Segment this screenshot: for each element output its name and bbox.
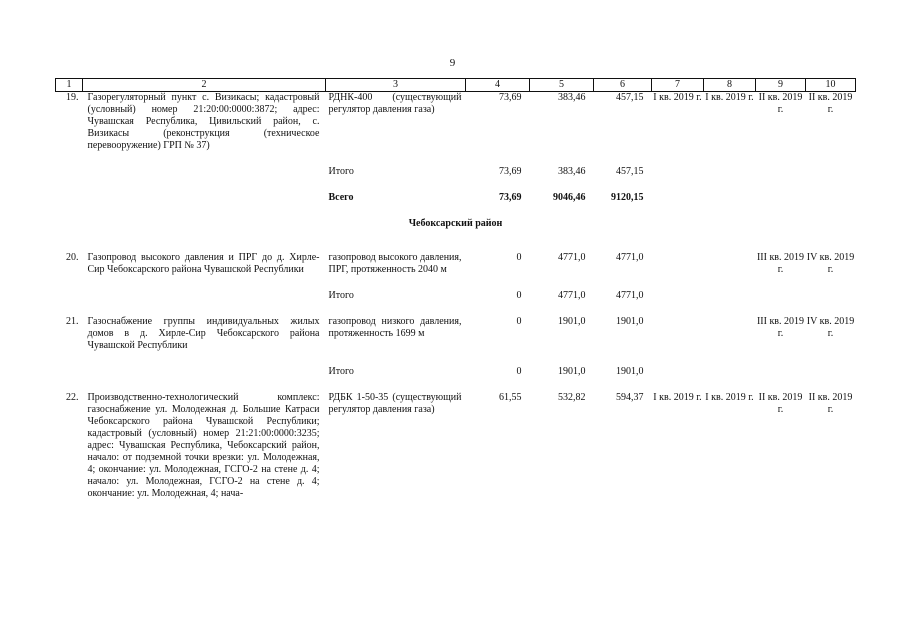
value-cell: 0 (516, 252, 522, 263)
column-header: 5 (530, 79, 594, 92)
subtotal-row (56, 366, 856, 378)
value-cell: 532,82 (558, 392, 586, 403)
value-cell: 1901,0 (558, 316, 586, 327)
value-cell: 9046,46 (553, 192, 586, 203)
column-header: 1 (56, 79, 83, 92)
subtotal-row (56, 166, 856, 178)
row-number: 22. (66, 392, 79, 403)
period-cell: II кв. 2019 г. (758, 392, 803, 415)
period-cell: III кв. 2019 г. (756, 252, 805, 275)
period-cell: I кв. 2019 г. (653, 392, 702, 403)
total-row (56, 192, 856, 204)
object-description: РДБК 1-50-35 (существующий регулятор давления газа) (328, 392, 462, 415)
table-row (56, 316, 856, 352)
object-name: Газорегуляторный пункт с. Визикасы; кадастровый (условный) номер 21:20:00:0000:3872; адрес: Чувашская Республика, Цивильский район, с. Визикасы (реконструкция (техническое перевооружение) ГРП № 37) (87, 92, 320, 151)
subtotal-label: Итого (328, 166, 354, 177)
value-cell: 73,69 (499, 192, 522, 203)
object-description: газопровод высокого давления, ПРГ, протяженность 2040 м (328, 252, 462, 275)
value-cell: 1901,0 (558, 366, 586, 377)
investment-table (55, 78, 856, 500)
object-description: РДНК-400 (существующий регулятор давления газа) (328, 92, 462, 115)
subtotal-label: Итого (328, 290, 354, 301)
total-label: Всего (328, 192, 354, 203)
period-cell: I кв. 2019 г. (705, 92, 754, 103)
period-cell: I кв. 2019 г. (653, 92, 702, 103)
period-cell (652, 316, 704, 352)
column-number-header (56, 79, 856, 92)
table-row (56, 252, 856, 276)
column-header: 6 (594, 79, 652, 92)
period-cell: II кв. 2019 г. (808, 92, 853, 115)
period-cell (704, 316, 756, 352)
period-cell: III кв. 2019 г. (756, 316, 805, 339)
column-header: 3 (326, 79, 466, 92)
column-header: 8 (704, 79, 756, 92)
period-cell: IV кв. 2019 г. (806, 252, 855, 275)
value-cell: 4771,0 (558, 252, 586, 263)
column-header: 4 (466, 79, 530, 92)
column-header: 7 (652, 79, 704, 92)
value-cell: 4771,0 (558, 290, 586, 301)
value-cell: 61,55 (499, 392, 522, 403)
row-number: 19. (66, 92, 79, 103)
value-cell: 457,15 (616, 166, 644, 177)
value-cell: 383,46 (558, 166, 586, 177)
object-name: Газопровод высокого давления и ПРГ до д. Хирле-Сир Чебоксарского района Чувашской Республики (87, 252, 320, 275)
object-description: газопровод низкого давления, протяженность 1699 м (328, 316, 462, 339)
value-cell: 0 (516, 316, 522, 327)
value-cell: 1901,0 (616, 316, 644, 327)
value-cell: 0 (516, 366, 522, 377)
period-cell: I кв. 2019 г. (705, 392, 754, 403)
period-cell: IV кв. 2019 г. (806, 316, 855, 339)
object-name: Производственно-технологический комплекс: газоснабжение ул. Молодежная д. Большие Катраси Чебоксарского района Чувашской Республики; кадастровый (условный) номер 21:21:00:0000:3235; адрес: Чувашская Республика, Чебоксарский район, начало: от подземной точки врезки: ул. Молодежная, 4; окончание: ул. Молодежная, ГСГО-2 на стене д. 4; начало: ул. Молодежная, ГСГО-2 на стене д. 4; окончание: ул. Молодежная, 4; нача- (87, 392, 320, 499)
district-row (56, 218, 856, 230)
period-cell (704, 252, 756, 276)
page-number: 9 (449, 57, 456, 69)
value-cell: 4771,0 (616, 290, 644, 301)
table-row (56, 92, 856, 153)
period-cell (652, 252, 704, 276)
subtotal-row (56, 290, 856, 302)
value-cell: 1901,0 (616, 366, 644, 377)
district-heading: Чебоксарский район (408, 218, 503, 229)
value-cell: 9120,15 (611, 192, 644, 203)
value-cell: 383,46 (558, 92, 586, 103)
period-cell: II кв. 2019 г. (808, 392, 853, 415)
object-name: Газоснабжение группы индивидуальных жилых домов в д. Хирле-Сир Чебоксарского района Чувашской Республики (87, 316, 320, 351)
value-cell: 4771,0 (616, 252, 644, 263)
value-cell: 594,37 (616, 392, 644, 403)
column-header: 2 (83, 79, 326, 92)
column-header: 9 (756, 79, 806, 92)
value-cell: 73,69 (499, 92, 522, 103)
row-number: 21. (66, 316, 79, 327)
column-header: 10 (806, 79, 856, 92)
row-number: 20. (66, 252, 79, 263)
period-cell: II кв. 2019 г. (758, 92, 803, 115)
table-row (56, 392, 856, 500)
value-cell: 457,15 (616, 92, 644, 103)
subtotal-label: Итого (328, 366, 354, 377)
value-cell: 73,69 (499, 166, 522, 177)
value-cell: 0 (516, 290, 522, 301)
